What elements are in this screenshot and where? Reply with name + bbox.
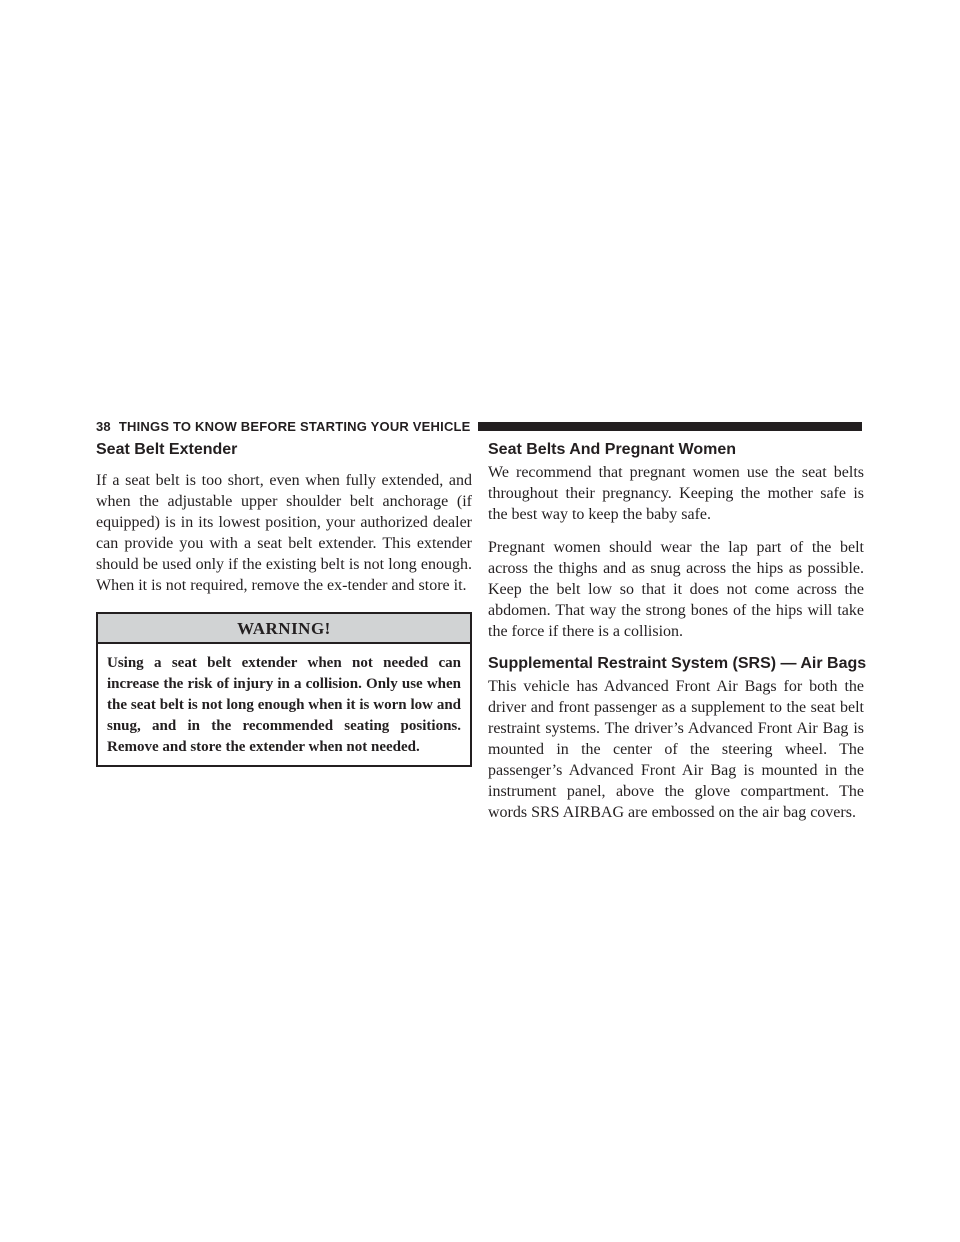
pregnant-women-paragraph-2: Pregnant women should wear the lap part of the belt across the thighs and as snug across the hips as possible. Keep the belt low so that it does not come across the abdomen. That way the strong bones of the hips will take the force if there is a collision.: [488, 539, 864, 640]
warning-text: Using a seat belt extender when not needed can increase the risk of injury in a collision. Only use when the seat belt is not long enough when it is worn low and snug, and in the recommended seating positions. Remove and store the extender when not needed.: [107, 655, 461, 755]
warning-box: [96, 612, 472, 767]
section-title: THINGS TO KNOW BEFORE STARTING YOUR VEHICLE: [118, 418, 471, 434]
page-number: 38: [96, 418, 111, 434]
right-column: [488, 440, 867, 835]
header-rule: [478, 422, 862, 431]
pregnant-women-heading: Seat Belts And Pregnant Women: [488, 441, 737, 458]
left-column: [96, 440, 472, 767]
page-header: [96, 418, 862, 434]
warning-title: WARNING!: [98, 614, 470, 644]
seat-belt-extender-paragraph: If a seat belt is too short, even when fully extended, and when the adjustable upper shoulder belt anchorage (if equipped) is in its lowest position, your authorized dealer can provide you with a seat belt extender. This extender should be used only if the existing belt is not long enough. When it is not required, remove the ex-tender and store it.: [96, 472, 472, 594]
srs-airbags-paragraph: This vehicle has Advanced Front Air Bags for both the driver and front passenger as a supplement to the seat belt restraint systems. The driver’s Advanced Front Air Bag is mounted in the center of the steering wheel. The passenger’s Advanced Front Air Bag is mounted in the instrument panel, above the glove compartment. The words SRS AIRBAG are embossed on the air bag covers.: [488, 678, 864, 821]
seat-belt-extender-heading: Seat Belt Extender: [96, 441, 238, 458]
pregnant-women-paragraph-1: We recommend that pregnant women use the seat belts throughout their pregnancy. Keeping the mother safe is the best way to keep the baby safe.: [488, 464, 864, 523]
srs-airbags-heading: Supplemental Restraint System (SRS) — Air Bags: [488, 655, 867, 672]
